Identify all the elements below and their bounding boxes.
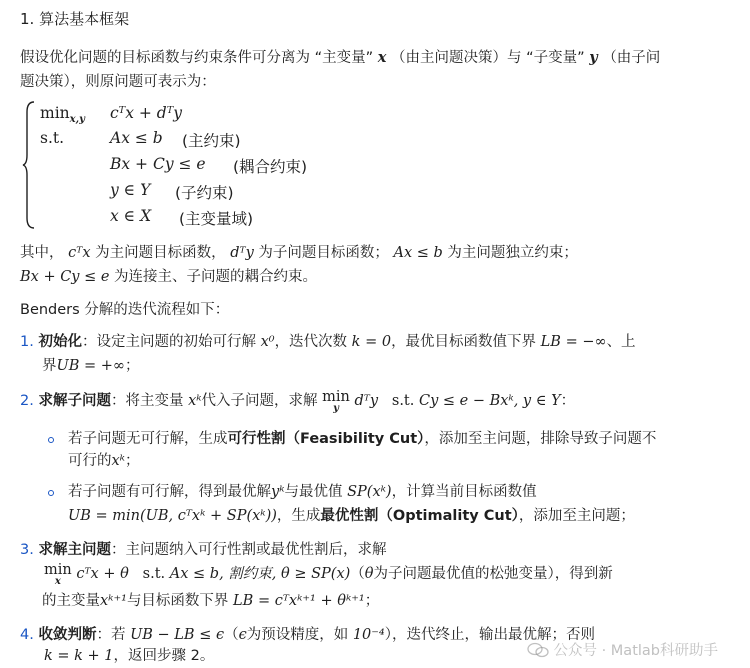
var-x: x [377,49,387,66]
step-4-line-1: 4. 收敛判断：若 UB − LB ≤ ϵ（ϵ为预设精度，如 10⁻⁴），迭代终止，输出最优解；否则 [20,627,595,643]
system-row-2-note: (主约束) [182,132,241,150]
intro-text: （由子问 [602,50,661,66]
intro-line-1 [20,47,660,69]
intro-text: 假设优化问题的目标函数与约束条件可分离为 “主变量” [20,50,374,66]
watermark: 公众号 · Matlab科研助手 [527,639,718,660]
subitem-a-line-2: 可行的xᵏ； [68,453,140,469]
system-row-4-math: y ∈ Y [110,181,151,199]
system-row-3-math: Bx + Cy ≤ e [110,155,206,173]
system-row-1: $\min_{x,y}$ [40,104,85,126]
step-title: 收敛判断 [38,627,97,643]
where-line-2: Bx + Cy ≤ e 为连接主、子问题的耦合约束。 [20,269,318,285]
step-2-line-1: 2. 求解子问题：将主变量 xᵏ代入子问题，求解 min y dᵀy s.t. Cy ≤ e − Bxᵏ, y ∈ Y： [20,389,576,414]
step-title: 初始化 [38,334,82,350]
step-4-line-2: k = k + 1，返回步骤 2。 [44,648,215,664]
var-y: y [589,49,598,66]
intro-line-2: 题决策），则原问题可表示为： [20,74,216,90]
subitem-b-line-2: UB = min(UB, cᵀxᵏ + SP(xᵏ))，生成最优性割（Optimality Cut），添加至主问题； [68,508,635,524]
system-row-2-label: s.t. [40,129,65,147]
benders-intro: Benders 分解的迭代流程如下： [20,302,230,318]
where-line-1: 其中， cᵀx 为主问题目标函数， dᵀy 为子问题目标函数； Ax ≤ b 为主问题独立约束； [20,245,578,261]
system-row-5-note: (主变量域) [179,210,254,228]
bullet-icon [48,437,54,443]
system-row-4-note: (子约束) [175,184,234,202]
left-brace [22,100,36,230]
step-3-line-2: min x cᵀx + θ s.t. Ax ≤ b, 割约束, θ ≥ SP(x)（θ为子问题最优值的松弛变量），得到新 [44,562,613,587]
system-row-2-math: Ax ≤ b [110,129,163,147]
bullet-icon [48,490,54,496]
wechat-icon [527,642,549,658]
step-1-line-2: 界UB = +∞； [42,358,140,374]
system-row-5-math: x ∈ X [110,207,152,225]
step-number: 2. [20,393,34,409]
step-title: 求解子问题 [38,393,111,409]
subitem-b-line-1: 若子问题有可行解，得到最优解yᵏ与最优值 SP(xᵏ)，计算当前目标函数值 [68,484,537,500]
subitem-a-line-1: 若子问题无可行解，生成可行性割（Feasibility Cut），添加至主问题，排除导致子问题不 [68,431,657,447]
step-number: 1. [20,334,34,350]
step-number: 4. [20,627,34,643]
system-row-3-note: (耦合约束) [233,158,308,176]
step-3-line-3: 的主变量xᵏ⁺¹与目标函数下界 LB = cᵀxᵏ⁺¹ + θᵏ⁺¹； [42,593,380,609]
step-title: 求解主问题 [38,542,111,558]
step-1-line-1: 1. 初始化：设定主问题的初始可行解 x⁰，迭代次数 k = 0，最优目标函数值下界 LB = −∞、上 [20,334,636,350]
system-row-1-objective: cᵀx + dᵀy [110,104,182,122]
step-3-line-1: 3. 求解主问题：主问题纳入可行性割或最优性割后，求解 [20,542,387,558]
intro-text: （由主问题决策）与 “子变量” [391,50,585,66]
step-number: 3. [20,542,34,558]
section-heading: 1. 算法基本框架 [20,10,130,28]
